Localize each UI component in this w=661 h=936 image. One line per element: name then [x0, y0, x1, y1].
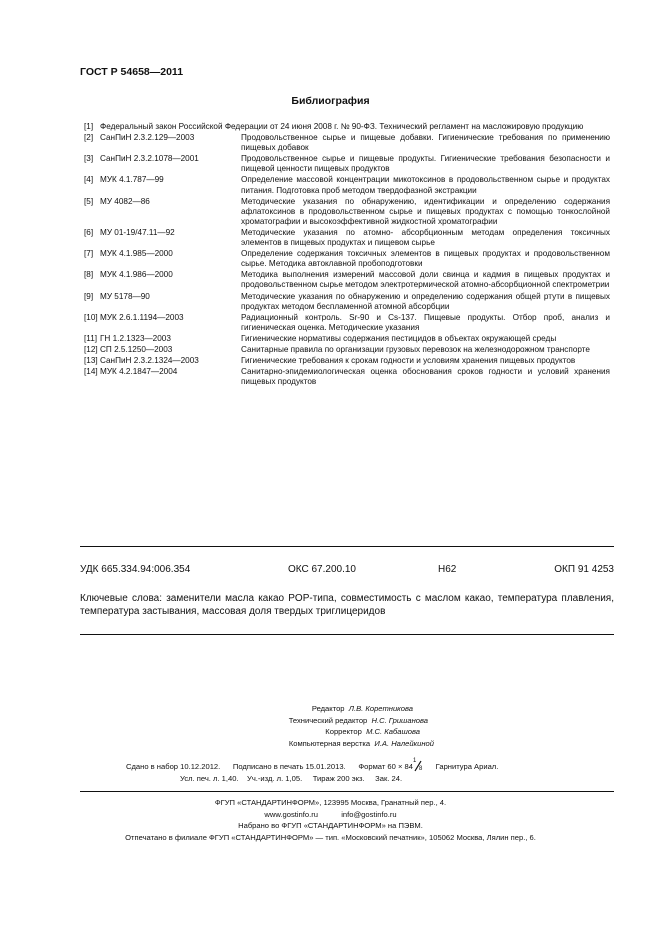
entry-code: СанПиН 2.3.2.1078—2001	[100, 154, 199, 164]
layout-name: И.А. Налейкиной	[374, 738, 434, 748]
sent-to-typesetting: Сдано в набор 10.12.2012.	[126, 762, 221, 771]
entry-code: СП 2.5.1250—2003	[100, 344, 173, 354]
entry-number: [13]	[84, 356, 98, 366]
oks-code: ОКС 67.200.10	[288, 564, 356, 575]
entry-number: [4]	[84, 175, 94, 185]
entry-description: Продовольственное сырье и пищевые добавки. Гигиенические требования по применению пищевых добавок	[241, 133, 610, 153]
group-code: Н62	[438, 564, 457, 575]
entry-number: [7]	[84, 249, 94, 259]
tech-editor-label: Технический редактор	[288, 715, 368, 725]
corrector-name: М.С. Кабашова	[366, 727, 420, 737]
bibliography-entry	[84, 345, 610, 355]
udk-code: УДК 665.334.94:006.354	[80, 564, 191, 575]
typeface: Гарнитура Ариал.	[435, 762, 499, 771]
editor-label: Редактор	[311, 704, 345, 713]
fraction-one-eighth	[412, 758, 423, 772]
fraction-denominator: 8	[418, 766, 423, 772]
bibliography-entry	[84, 334, 610, 344]
publishing-sheets: Уч.-изд. л. 1,05.	[247, 774, 303, 783]
layout-credit	[289, 738, 434, 750]
entry-number: [9]	[84, 291, 94, 301]
bibliography-entry	[84, 367, 610, 387]
entry-number: [10]	[84, 312, 98, 322]
editor-name: Л.В. Коретникова	[348, 704, 413, 713]
document-id-header: ГОСТ Р 54658—2011	[80, 66, 184, 78]
entry-number: [2]	[84, 133, 94, 143]
editor-credit	[312, 703, 413, 715]
bibliography-entry	[84, 270, 610, 290]
publication-line-1	[126, 758, 499, 772]
entry-number: [12]	[84, 344, 98, 354]
keywords-bottom-rule	[80, 634, 614, 635]
publisher-address: ФГУП «СТАНДАРТИНФОРМ», 123995 Москва, Гранатный пер., 4.	[214, 798, 447, 807]
paper-format: Формат 60 × 84	[358, 762, 413, 771]
classification-codes	[80, 564, 614, 578]
entry-code: ГН 1.2.1323—2003	[100, 333, 171, 343]
bibliography-entry	[84, 228, 610, 248]
entry-code: МУ 01-19/47.11—92	[100, 227, 175, 237]
bibliography-title: Библиография	[291, 95, 370, 107]
bibliography-entry	[84, 122, 610, 132]
print-run: Тираж 200 экз.	[312, 774, 365, 783]
entry-code: МУК 4.1.787—99	[100, 175, 164, 185]
entry-description: Продовольственное сырье и пищевые продукты. Гигиенические требования безопасности и пищевой ценности пищевых продуктов	[241, 154, 610, 174]
tech-editor-name: Н.С. Гришанова	[371, 715, 428, 725]
bibliography-entry	[84, 292, 610, 312]
entry-description: Методика выполнения измерений массовой доли свинца и кадмия в пищевых продуктах и продовольственном сырье методом электротермической атомно-абсорбционной спектрометрии	[241, 270, 610, 290]
keywords-paragraph: Ключевые слова: заменители масла какао POP-типа, совместимость с маслом какао, температура плавления, температура застывания, массовая доля твердых триглицеридов	[80, 593, 614, 617]
entry-number: [6]	[84, 227, 94, 237]
corrector-credit	[325, 726, 420, 738]
entry-code: МУК 4.2.1847—2004	[100, 367, 178, 377]
fraction-numerator: 1	[412, 758, 417, 764]
publisher-contacts	[0, 809, 661, 821]
entry-number: [1]	[84, 122, 94, 131]
bibliography-list	[84, 122, 610, 388]
entry-description: Методические указания по обнаружению, идентификации и определению содержания афлатоксинов в продовольственном сырье и пищевых продуктах с помощью тонкослойной хроматографии и высокоэффективной жидкостной хроматографии	[241, 196, 610, 226]
entry-code: МУК 4.1.986—2000	[100, 270, 173, 280]
publication-line-2	[180, 774, 402, 783]
entry-description: Методические указания по обнаружению и определению содержания общей ртути в пищевых продуктах методом беспламенной атомной абсорбции	[241, 291, 610, 311]
tech-editor-credit	[289, 715, 428, 727]
entry-description: Гигиенические нормативы содержания пестицидов в объектах окружающей среды	[241, 333, 557, 343]
entry-code: МУК 2.6.1.1194—2003	[100, 312, 184, 322]
entry-description: Гигиенические требования к срокам годности и условиям хранения пищевых продуктов	[241, 356, 576, 366]
entry-number: [8]	[84, 270, 94, 280]
bibliography-entry	[84, 154, 610, 174]
entry-code: МУК 4.1.985—2000	[100, 249, 173, 259]
entry-description: Санитарно-эпидемиологическая оценка обоснования сроков годности и условий хранения пищевых продуктов	[241, 367, 610, 387]
okp-code: ОКП 91 4253	[554, 564, 614, 575]
entry-description: Радиационный контроль. Sr-90 и Cs-137. Пищевые продукты. Отбор проб, анализ и гигиеническая оценка. Методические указания	[241, 312, 610, 332]
order-number: Зак. 24.	[375, 774, 403, 783]
bibliography-entry	[84, 197, 610, 227]
corrector-label: Корректор	[325, 727, 362, 737]
entry-description: Определение содержания токсичных элементов в пищевых продуктах и продовольственном сырье. Методика автоклавной пробоподготовки	[241, 249, 610, 269]
entry-description: Санитарные правила по организации грузовых перевозок на железнодорожном транспорте	[241, 344, 590, 354]
bibliography-entry	[84, 313, 610, 333]
printed-sheets: Усл. печ. л. 1,40.	[180, 774, 239, 783]
entry-text: Федеральный закон Российской Федерации от 24 июня 2008 г. № 90-ФЗ. Технический регламент на масложировую продукцию	[100, 122, 584, 131]
imprint-block	[0, 797, 661, 843]
signed-to-print: Подписано в печать 15.01.2013.	[232, 762, 346, 771]
typeset-note: Набрано во ФГУП «СТАНДАРТИНФОРМ» на ПЭВМ.	[238, 821, 423, 830]
entry-code: СанПиН 2.3.2.129—2003	[100, 133, 195, 143]
entry-number: [11]	[84, 333, 98, 343]
publisher-email[interactable]: info@gostinfo.ru	[341, 809, 397, 819]
entry-code: МУ 4082—86	[100, 196, 150, 206]
entry-number: [14]	[84, 367, 98, 377]
bibliography-entry	[84, 133, 610, 153]
imprint-top-rule	[80, 791, 614, 792]
entry-description: Определение массовой концентрации микотоксинов в продовольственном сырье и продуктах питания. Подготовка проб методом твердофазной экстракции	[241, 175, 610, 195]
entry-description: Методические указания по атомно- абсорбционным методам определения токсичных элементов в пищевых продуктах и пищевом сырье	[241, 227, 610, 248]
bibliography-entry	[84, 249, 610, 269]
layout-label: Компьютерная верстка	[288, 738, 371, 748]
entry-code: СанПиН 2.3.2.1324—2003	[100, 356, 199, 366]
bibliography-entry	[84, 175, 610, 195]
entry-code: МУ 5178—90	[100, 291, 150, 301]
entry-number: [3]	[84, 154, 94, 164]
entry-number: [5]	[84, 196, 94, 206]
bibliography-entry	[84, 356, 610, 366]
classification-top-rule	[80, 546, 614, 547]
publisher-website[interactable]: www.gostinfo.ru	[264, 809, 318, 819]
printed-at: Отпечатано в филиале ФГУП «СТАНДАРТИНФОРМ» — тип. «Московский печатник», 105062 Москва, Лялин пер., 6.	[125, 832, 536, 842]
